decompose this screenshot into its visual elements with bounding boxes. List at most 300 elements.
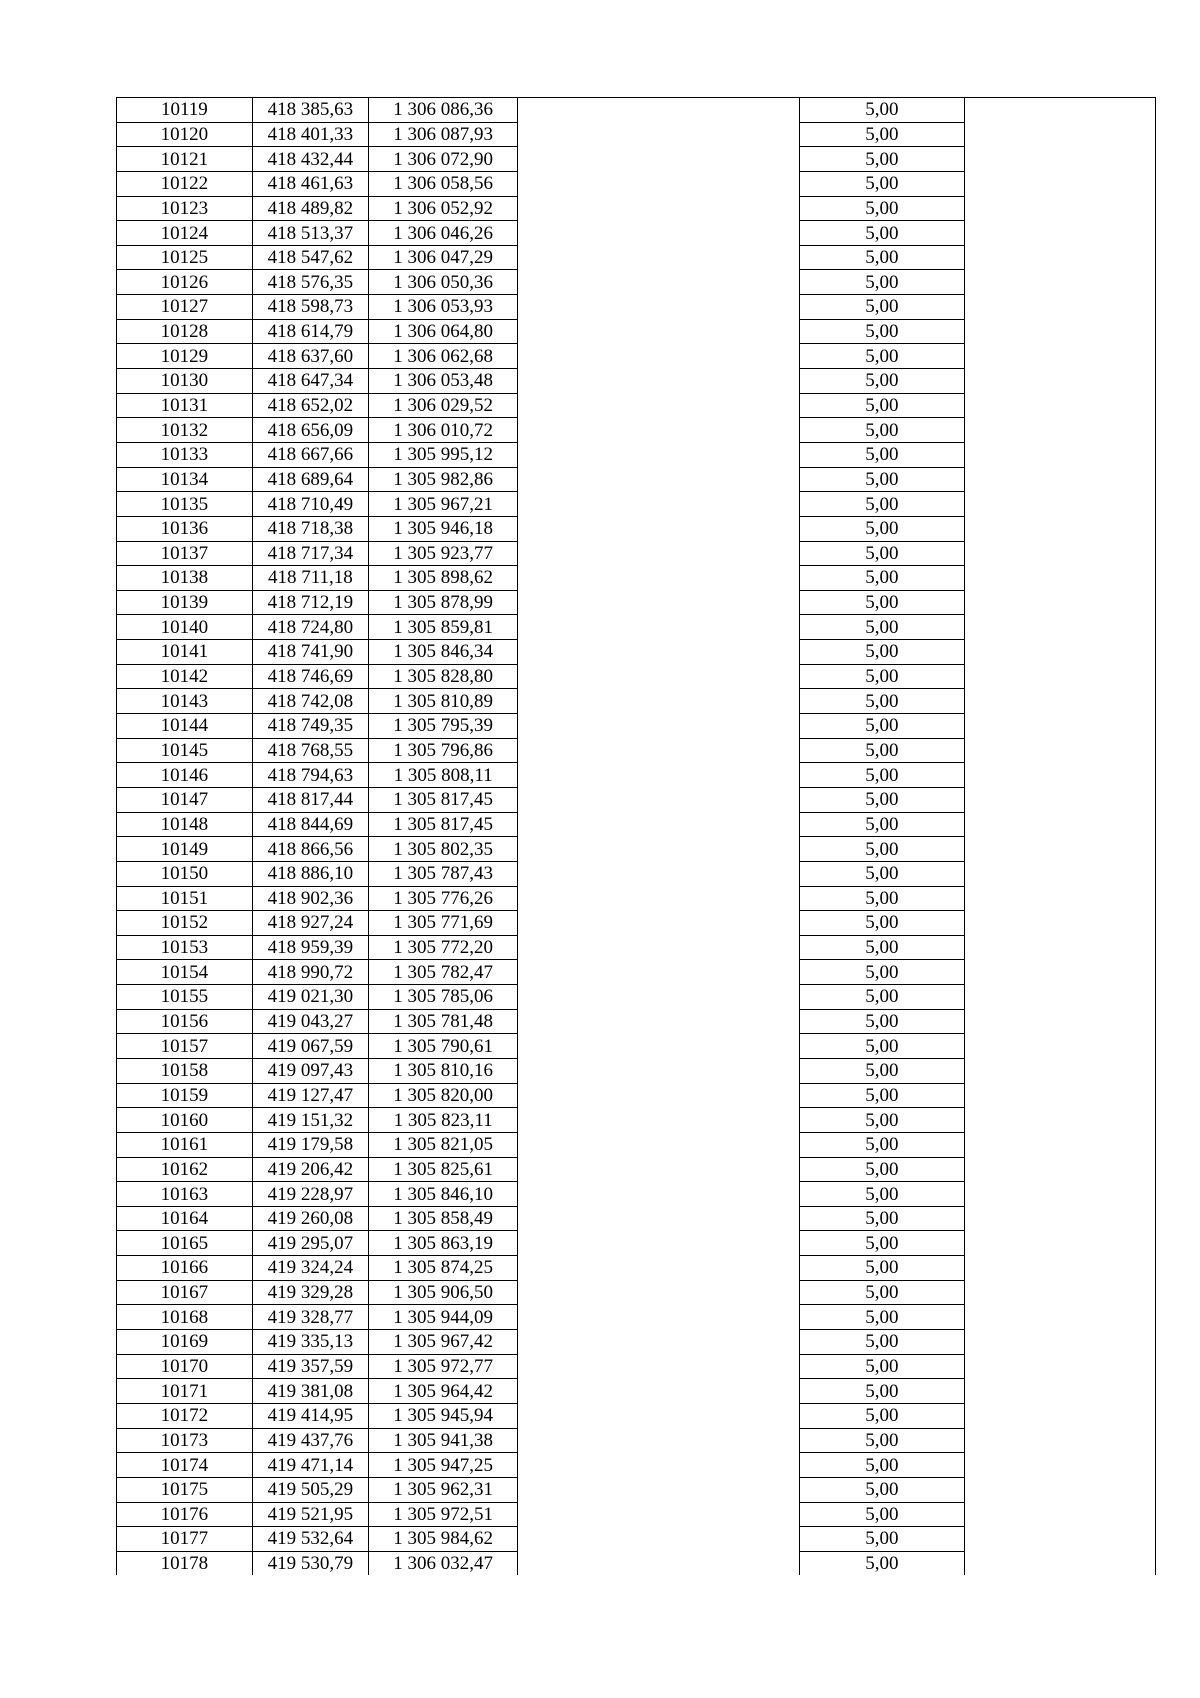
- empty-cell: [964, 886, 1155, 911]
- x-coordinate-cell: 418 717,34: [252, 541, 368, 566]
- x-coordinate-cell: 418 385,63: [252, 98, 368, 123]
- empty-cell: [964, 615, 1155, 640]
- empty-cell: [518, 812, 800, 837]
- empty-cell: [518, 960, 800, 985]
- x-coordinate-cell: 418 866,56: [252, 837, 368, 862]
- point-number-cell: 10119: [117, 98, 253, 123]
- y-coordinate-cell: 1 306 062,68: [369, 344, 518, 369]
- empty-cell: [964, 714, 1155, 739]
- y-coordinate-cell: 1 305 810,16: [369, 1058, 518, 1083]
- table-row: [117, 935, 1156, 960]
- y-coordinate-cell: 1 306 058,56: [369, 171, 518, 196]
- empty-cell: [964, 516, 1155, 541]
- y-coordinate-cell: 1 305 967,42: [369, 1330, 518, 1355]
- x-coordinate-cell: 419 324,24: [252, 1256, 368, 1281]
- x-coordinate-cell: 419 067,59: [252, 1034, 368, 1059]
- y-coordinate-cell: 1 305 781,48: [369, 1009, 518, 1034]
- point-number-cell: 10133: [117, 442, 253, 467]
- table-row: [117, 985, 1156, 1010]
- table-row: [117, 1453, 1156, 1478]
- y-coordinate-cell: 1 306 053,48: [369, 369, 518, 394]
- x-coordinate-cell: 419 179,58: [252, 1132, 368, 1157]
- y-coordinate-cell: 1 306 050,36: [369, 270, 518, 295]
- accuracy-cell: 5,00: [800, 1551, 965, 1575]
- y-coordinate-cell: 1 305 962,31: [369, 1477, 518, 1502]
- empty-cell: [964, 541, 1155, 566]
- empty-cell: [964, 566, 1155, 591]
- x-coordinate-cell: 419 381,08: [252, 1379, 368, 1404]
- table-row: [117, 1403, 1156, 1428]
- x-coordinate-cell: 419 097,43: [252, 1058, 368, 1083]
- x-coordinate-cell: 419 532,64: [252, 1527, 368, 1552]
- y-coordinate-cell: 1 306 032,47: [369, 1551, 518, 1575]
- x-coordinate-cell: 418 902,36: [252, 886, 368, 911]
- empty-cell: [518, 122, 800, 147]
- empty-cell: [964, 911, 1155, 936]
- x-coordinate-cell: 419 295,07: [252, 1231, 368, 1256]
- accuracy-cell: 5,00: [800, 640, 965, 665]
- accuracy-cell: 5,00: [800, 467, 965, 492]
- x-coordinate-cell: 419 043,27: [252, 1009, 368, 1034]
- point-number-cell: 10160: [117, 1108, 253, 1133]
- accuracy-cell: 5,00: [800, 1502, 965, 1527]
- y-coordinate-cell: 1 305 782,47: [369, 960, 518, 985]
- empty-cell: [518, 714, 800, 739]
- x-coordinate-cell: 418 746,69: [252, 664, 368, 689]
- point-number-cell: 10149: [117, 837, 253, 862]
- point-number-cell: 10144: [117, 714, 253, 739]
- point-number-cell: 10126: [117, 270, 253, 295]
- table-row: [117, 1551, 1156, 1575]
- accuracy-cell: 5,00: [800, 369, 965, 394]
- empty-cell: [964, 221, 1155, 246]
- empty-cell: [518, 196, 800, 221]
- x-coordinate-cell: 418 598,73: [252, 295, 368, 320]
- y-coordinate-cell: 1 305 795,39: [369, 714, 518, 739]
- table-row: [117, 738, 1156, 763]
- y-coordinate-cell: 1 305 846,10: [369, 1182, 518, 1207]
- point-number-cell: 10164: [117, 1206, 253, 1231]
- empty-cell: [964, 1305, 1155, 1330]
- x-coordinate-cell: 418 927,24: [252, 911, 368, 936]
- table-row: [117, 393, 1156, 418]
- point-number-cell: 10173: [117, 1428, 253, 1453]
- table-row: [117, 1206, 1156, 1231]
- empty-cell: [964, 812, 1155, 837]
- point-number-cell: 10134: [117, 467, 253, 492]
- accuracy-cell: 5,00: [800, 492, 965, 517]
- point-number-cell: 10172: [117, 1403, 253, 1428]
- x-coordinate-cell: 418 711,18: [252, 566, 368, 591]
- empty-cell: [964, 492, 1155, 517]
- point-number-cell: 10128: [117, 319, 253, 344]
- point-number-cell: 10159: [117, 1083, 253, 1108]
- accuracy-cell: 5,00: [800, 1132, 965, 1157]
- x-coordinate-cell: 418 742,08: [252, 689, 368, 714]
- empty-cell: [518, 467, 800, 492]
- accuracy-cell: 5,00: [800, 566, 965, 591]
- accuracy-cell: 5,00: [800, 664, 965, 689]
- empty-cell: [518, 492, 800, 517]
- y-coordinate-cell: 1 305 859,81: [369, 615, 518, 640]
- point-number-cell: 10177: [117, 1527, 253, 1552]
- x-coordinate-cell: 418 667,66: [252, 442, 368, 467]
- x-coordinate-cell: 419 471,14: [252, 1453, 368, 1478]
- point-number-cell: 10137: [117, 541, 253, 566]
- accuracy-cell: 5,00: [800, 1034, 965, 1059]
- y-coordinate-cell: 1 306 046,26: [369, 221, 518, 246]
- y-coordinate-cell: 1 305 878,99: [369, 590, 518, 615]
- empty-cell: [518, 1280, 800, 1305]
- empty-cell: [518, 1206, 800, 1231]
- point-number-cell: 10155: [117, 985, 253, 1010]
- y-coordinate-cell: 1 306 052,92: [369, 196, 518, 221]
- empty-cell: [964, 1009, 1155, 1034]
- point-number-cell: 10162: [117, 1157, 253, 1182]
- x-coordinate-cell: 418 710,49: [252, 492, 368, 517]
- table-row: [117, 861, 1156, 886]
- point-number-cell: 10135: [117, 492, 253, 517]
- accuracy-cell: 5,00: [800, 886, 965, 911]
- empty-cell: [518, 689, 800, 714]
- y-coordinate-cell: 1 305 785,06: [369, 985, 518, 1010]
- accuracy-cell: 5,00: [800, 393, 965, 418]
- empty-cell: [518, 738, 800, 763]
- y-coordinate-cell: 1 305 787,43: [369, 861, 518, 886]
- empty-cell: [964, 960, 1155, 985]
- accuracy-cell: 5,00: [800, 985, 965, 1010]
- empty-cell: [518, 221, 800, 246]
- empty-cell: [518, 295, 800, 320]
- empty-cell: [964, 344, 1155, 369]
- empty-cell: [964, 442, 1155, 467]
- point-number-cell: 10122: [117, 171, 253, 196]
- empty-cell: [964, 295, 1155, 320]
- empty-cell: [518, 1551, 800, 1575]
- x-coordinate-cell: 418 741,90: [252, 640, 368, 665]
- empty-cell: [964, 1231, 1155, 1256]
- empty-cell: [964, 1280, 1155, 1305]
- table-row: [117, 566, 1156, 591]
- x-coordinate-cell: 419 357,59: [252, 1354, 368, 1379]
- point-number-cell: 10123: [117, 196, 253, 221]
- accuracy-cell: 5,00: [800, 689, 965, 714]
- point-number-cell: 10131: [117, 393, 253, 418]
- point-number-cell: 10150: [117, 861, 253, 886]
- accuracy-cell: 5,00: [800, 171, 965, 196]
- table-row: [117, 960, 1156, 985]
- point-number-cell: 10166: [117, 1256, 253, 1281]
- empty-cell: [964, 787, 1155, 812]
- table-row: [117, 1354, 1156, 1379]
- accuracy-cell: 5,00: [800, 98, 965, 123]
- empty-cell: [518, 1502, 800, 1527]
- x-coordinate-cell: 418 794,63: [252, 763, 368, 788]
- accuracy-cell: 5,00: [800, 1403, 965, 1428]
- point-number-cell: 10176: [117, 1502, 253, 1527]
- y-coordinate-cell: 1 305 923,77: [369, 541, 518, 566]
- table-row: [117, 590, 1156, 615]
- accuracy-cell: 5,00: [800, 935, 965, 960]
- accuracy-cell: 5,00: [800, 1280, 965, 1305]
- empty-cell: [518, 369, 800, 394]
- empty-cell: [964, 763, 1155, 788]
- empty-cell: [518, 1132, 800, 1157]
- y-coordinate-cell: 1 306 047,29: [369, 245, 518, 270]
- empty-cell: [964, 98, 1155, 123]
- empty-cell: [518, 171, 800, 196]
- table-row: [117, 1330, 1156, 1355]
- point-number-cell: 10165: [117, 1231, 253, 1256]
- coordinates-table: [116, 97, 1156, 1575]
- x-coordinate-cell: 418 547,62: [252, 245, 368, 270]
- y-coordinate-cell: 1 305 972,77: [369, 1354, 518, 1379]
- empty-cell: [518, 418, 800, 443]
- accuracy-cell: 5,00: [800, 1182, 965, 1207]
- point-number-cell: 10147: [117, 787, 253, 812]
- empty-cell: [964, 467, 1155, 492]
- empty-cell: [964, 319, 1155, 344]
- empty-cell: [518, 98, 800, 123]
- empty-cell: [964, 418, 1155, 443]
- table-row: [117, 1108, 1156, 1133]
- empty-cell: [518, 566, 800, 591]
- x-coordinate-cell: 418 513,37: [252, 221, 368, 246]
- empty-cell: [964, 270, 1155, 295]
- empty-cell: [964, 1477, 1155, 1502]
- empty-cell: [518, 516, 800, 541]
- point-number-cell: 10130: [117, 369, 253, 394]
- point-number-cell: 10136: [117, 516, 253, 541]
- empty-cell: [518, 245, 800, 270]
- empty-cell: [518, 1403, 800, 1428]
- accuracy-cell: 5,00: [800, 763, 965, 788]
- point-number-cell: 10168: [117, 1305, 253, 1330]
- empty-cell: [964, 1256, 1155, 1281]
- point-number-cell: 10132: [117, 418, 253, 443]
- x-coordinate-cell: 418 886,10: [252, 861, 368, 886]
- y-coordinate-cell: 1 305 817,45: [369, 787, 518, 812]
- point-number-cell: 10171: [117, 1379, 253, 1404]
- table-row: [117, 911, 1156, 936]
- table-row: [117, 418, 1156, 443]
- empty-cell: [964, 171, 1155, 196]
- empty-cell: [964, 1108, 1155, 1133]
- empty-cell: [964, 837, 1155, 862]
- point-number-cell: 10175: [117, 1477, 253, 1502]
- point-number-cell: 10157: [117, 1034, 253, 1059]
- y-coordinate-cell: 1 305 796,86: [369, 738, 518, 763]
- y-coordinate-cell: 1 305 945,94: [369, 1403, 518, 1428]
- x-coordinate-cell: 419 328,77: [252, 1305, 368, 1330]
- y-coordinate-cell: 1 305 964,42: [369, 1379, 518, 1404]
- x-coordinate-cell: 419 021,30: [252, 985, 368, 1010]
- point-number-cell: 10129: [117, 344, 253, 369]
- empty-cell: [964, 1551, 1155, 1575]
- y-coordinate-cell: 1 305 846,34: [369, 640, 518, 665]
- y-coordinate-cell: 1 305 802,35: [369, 837, 518, 862]
- empty-cell: [964, 935, 1155, 960]
- point-number-cell: 10138: [117, 566, 253, 591]
- y-coordinate-cell: 1 305 944,09: [369, 1305, 518, 1330]
- table-row: [117, 615, 1156, 640]
- accuracy-cell: 5,00: [800, 861, 965, 886]
- x-coordinate-cell: 419 151,32: [252, 1108, 368, 1133]
- y-coordinate-cell: 1 305 946,18: [369, 516, 518, 541]
- y-coordinate-cell: 1 305 828,80: [369, 664, 518, 689]
- empty-cell: [518, 1453, 800, 1478]
- x-coordinate-cell: 418 689,64: [252, 467, 368, 492]
- empty-cell: [518, 1058, 800, 1083]
- empty-cell: [518, 1182, 800, 1207]
- accuracy-cell: 5,00: [800, 1058, 965, 1083]
- table-row: [117, 319, 1156, 344]
- accuracy-cell: 5,00: [800, 1305, 965, 1330]
- y-coordinate-cell: 1 305 941,38: [369, 1428, 518, 1453]
- accuracy-cell: 5,00: [800, 1527, 965, 1552]
- empty-cell: [518, 1477, 800, 1502]
- empty-cell: [518, 763, 800, 788]
- table-row: [117, 295, 1156, 320]
- empty-cell: [964, 590, 1155, 615]
- empty-cell: [518, 270, 800, 295]
- y-coordinate-cell: 1 305 817,45: [369, 812, 518, 837]
- coordinates-table-body: [117, 98, 1156, 1576]
- empty-cell: [964, 689, 1155, 714]
- empty-cell: [518, 935, 800, 960]
- point-number-cell: 10139: [117, 590, 253, 615]
- y-coordinate-cell: 1 305 984,62: [369, 1527, 518, 1552]
- accuracy-cell: 5,00: [800, 1477, 965, 1502]
- y-coordinate-cell: 1 305 858,49: [369, 1206, 518, 1231]
- table-row: [117, 1231, 1156, 1256]
- table-row: [117, 245, 1156, 270]
- accuracy-cell: 5,00: [800, 1108, 965, 1133]
- empty-cell: [964, 1058, 1155, 1083]
- empty-cell: [964, 985, 1155, 1010]
- point-number-cell: 10174: [117, 1453, 253, 1478]
- accuracy-cell: 5,00: [800, 196, 965, 221]
- x-coordinate-cell: 418 652,02: [252, 393, 368, 418]
- table-row: [117, 787, 1156, 812]
- y-coordinate-cell: 1 305 825,61: [369, 1157, 518, 1182]
- accuracy-cell: 5,00: [800, 911, 965, 936]
- table-row: [117, 1477, 1156, 1502]
- y-coordinate-cell: 1 305 776,26: [369, 886, 518, 911]
- y-coordinate-cell: 1 305 821,05: [369, 1132, 518, 1157]
- y-coordinate-cell: 1 305 967,21: [369, 492, 518, 517]
- accuracy-cell: 5,00: [800, 516, 965, 541]
- empty-cell: [518, 615, 800, 640]
- table-row: [117, 344, 1156, 369]
- table-row: [117, 714, 1156, 739]
- empty-cell: [964, 664, 1155, 689]
- accuracy-cell: 5,00: [800, 1330, 965, 1355]
- empty-cell: [964, 147, 1155, 172]
- table-row: [117, 221, 1156, 246]
- accuracy-cell: 5,00: [800, 147, 965, 172]
- empty-cell: [964, 196, 1155, 221]
- empty-cell: [518, 1354, 800, 1379]
- empty-cell: [518, 1009, 800, 1034]
- table-row: [117, 1379, 1156, 1404]
- point-number-cell: 10153: [117, 935, 253, 960]
- accuracy-cell: 5,00: [800, 1231, 965, 1256]
- point-number-cell: 10167: [117, 1280, 253, 1305]
- y-coordinate-cell: 1 305 874,25: [369, 1256, 518, 1281]
- x-coordinate-cell: 418 576,35: [252, 270, 368, 295]
- accuracy-cell: 5,00: [800, 1157, 965, 1182]
- table-row: [117, 196, 1156, 221]
- table-row: [117, 1157, 1156, 1182]
- accuracy-cell: 5,00: [800, 319, 965, 344]
- y-coordinate-cell: 1 306 010,72: [369, 418, 518, 443]
- table-row: [117, 689, 1156, 714]
- point-number-cell: 10152: [117, 911, 253, 936]
- x-coordinate-cell: 418 401,33: [252, 122, 368, 147]
- y-coordinate-cell: 1 305 863,19: [369, 1231, 518, 1256]
- table-row: [117, 1527, 1156, 1552]
- empty-cell: [964, 1453, 1155, 1478]
- x-coordinate-cell: 418 647,34: [252, 369, 368, 394]
- point-number-cell: 10125: [117, 245, 253, 270]
- point-number-cell: 10142: [117, 664, 253, 689]
- empty-cell: [964, 1527, 1155, 1552]
- table-row: [117, 1132, 1156, 1157]
- x-coordinate-cell: 419 414,95: [252, 1403, 368, 1428]
- empty-cell: [964, 640, 1155, 665]
- empty-cell: [518, 886, 800, 911]
- table-row: [117, 122, 1156, 147]
- table-row: [117, 369, 1156, 394]
- empty-cell: [518, 393, 800, 418]
- accuracy-cell: 5,00: [800, 221, 965, 246]
- accuracy-cell: 5,00: [800, 738, 965, 763]
- empty-cell: [964, 1157, 1155, 1182]
- empty-cell: [518, 541, 800, 566]
- accuracy-cell: 5,00: [800, 442, 965, 467]
- point-number-cell: 10156: [117, 1009, 253, 1034]
- table-row: [117, 1182, 1156, 1207]
- empty-cell: [518, 1083, 800, 1108]
- x-coordinate-cell: 418 844,69: [252, 812, 368, 837]
- y-coordinate-cell: 1 306 086,36: [369, 98, 518, 123]
- x-coordinate-cell: 418 461,63: [252, 171, 368, 196]
- empty-cell: [518, 1379, 800, 1404]
- empty-cell: [964, 1034, 1155, 1059]
- empty-cell: [518, 590, 800, 615]
- table-row: [117, 1058, 1156, 1083]
- empty-cell: [518, 442, 800, 467]
- table-row: [117, 1009, 1156, 1034]
- table-row: [117, 171, 1156, 196]
- empty-cell: [518, 861, 800, 886]
- y-coordinate-cell: 1 305 898,62: [369, 566, 518, 591]
- empty-cell: [518, 319, 800, 344]
- x-coordinate-cell: 418 724,80: [252, 615, 368, 640]
- y-coordinate-cell: 1 305 810,89: [369, 689, 518, 714]
- empty-cell: [518, 664, 800, 689]
- accuracy-cell: 5,00: [800, 812, 965, 837]
- point-number-cell: 10143: [117, 689, 253, 714]
- point-number-cell: 10170: [117, 1354, 253, 1379]
- table-row: [117, 1256, 1156, 1281]
- x-coordinate-cell: 419 260,08: [252, 1206, 368, 1231]
- accuracy-cell: 5,00: [800, 344, 965, 369]
- empty-cell: [964, 1379, 1155, 1404]
- accuracy-cell: 5,00: [800, 245, 965, 270]
- empty-cell: [518, 1330, 800, 1355]
